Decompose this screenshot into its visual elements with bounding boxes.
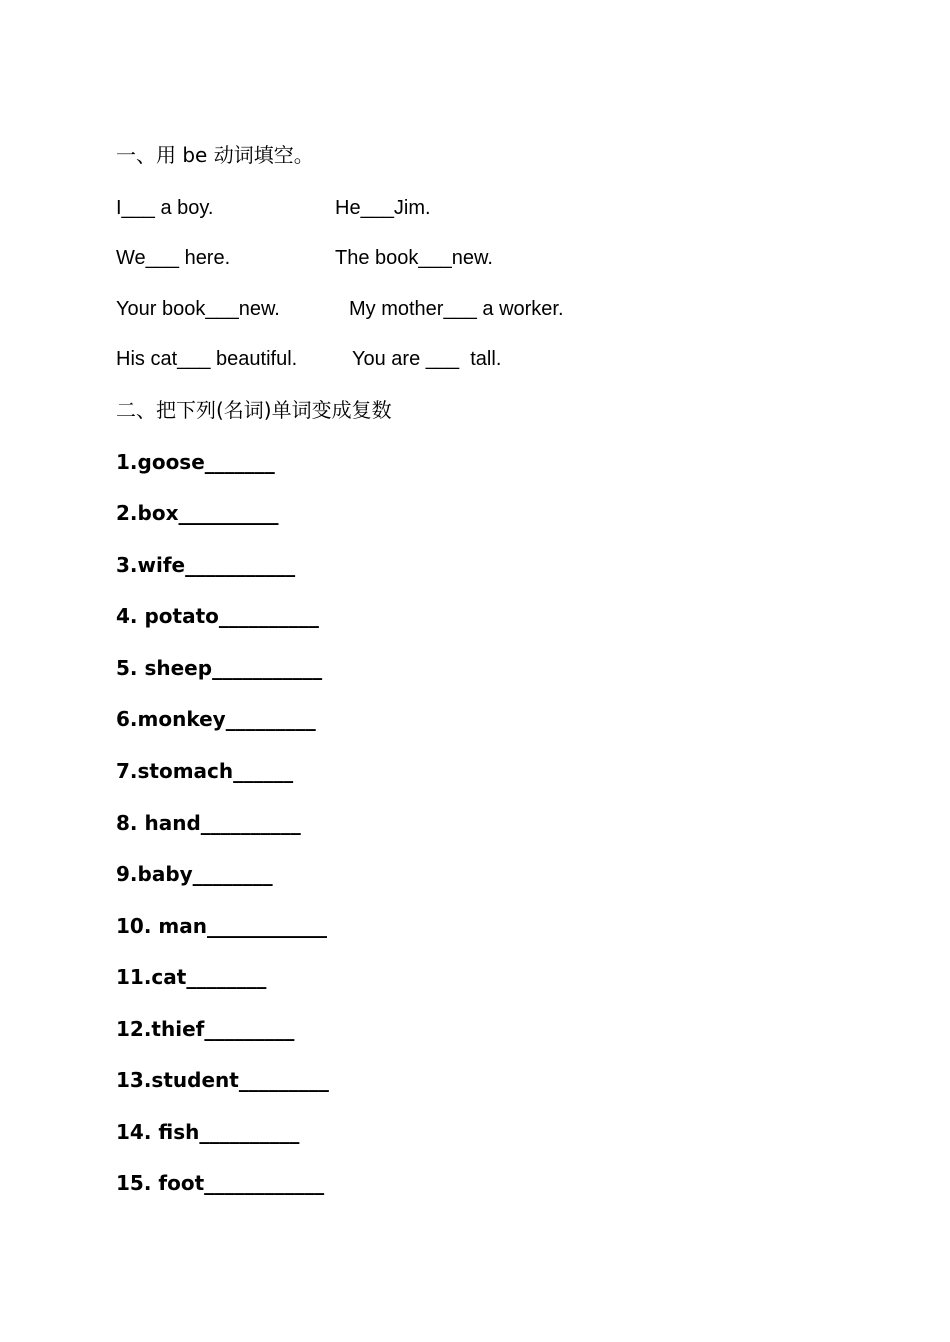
list-item: 9.baby________ <box>116 862 273 886</box>
exercise-3-right: My mother___ a worker. <box>349 298 564 320</box>
list-item: 15. foot____________ <box>116 1171 325 1195</box>
list-item: 11.cat________ <box>116 965 267 989</box>
list-item: 7.stomach______ <box>116 759 294 783</box>
list-item: 14. fish__________ <box>116 1120 300 1144</box>
section1-title: 一、用 be 动词填空。 <box>116 143 314 167</box>
list-item: 1.goose_______ <box>116 450 275 474</box>
list-item: 3.wife___________ <box>116 553 296 577</box>
list-item: 6.monkey_________ <box>116 707 316 731</box>
exercise-4-right: You are ___ tall. <box>352 348 502 370</box>
list-item: 13.student_________ <box>116 1068 329 1092</box>
exercise-3-left: Your book___new. <box>116 298 280 320</box>
list-item: 4. potato__________ <box>116 604 319 628</box>
list-item: 12.thief_________ <box>116 1017 295 1041</box>
list-item: 5. sheep___________ <box>116 656 323 680</box>
exercise-4-left: His cat___ beautiful. <box>116 348 298 370</box>
exercise-2-right: The book___new. <box>335 247 493 269</box>
section2-title: 二、把下列(名词)单词变成复数 <box>116 398 392 422</box>
list-item: 10. man____________ <box>116 914 327 938</box>
exercise-1-right: He___Jim. <box>335 197 431 219</box>
exercise-1-left: I___ a boy. <box>116 197 214 219</box>
exercise-2-left: We___ here. <box>116 247 231 269</box>
list-item: 8. hand__________ <box>116 811 301 835</box>
list-item: 2.box__________ <box>116 501 279 525</box>
